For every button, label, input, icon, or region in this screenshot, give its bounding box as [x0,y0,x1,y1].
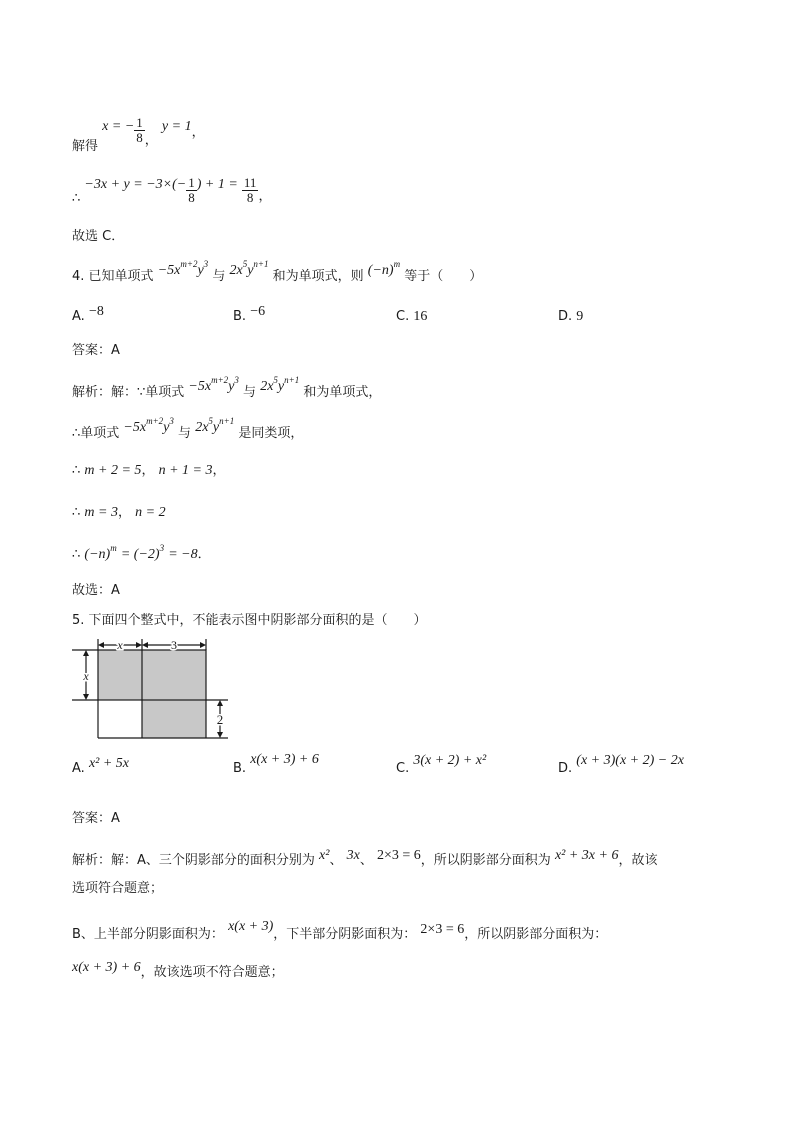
q4-stem: 4. 已知单项式 $-5x^{m+2}y^3$ 与 $2x^5y^{n+1}$ 和为单项式，则 $(-n)^m$ 等于（ ） [72,259,483,284]
q5-analysis-b-cont: x(x + 3) + 6，故该选项不符合题意； [72,960,284,980]
q4-option-c: C. 16 [396,309,428,324]
solved-line: 解得 x = − $\frac{1}{8}$ ， y = 1， [72,115,205,154]
q5-analysis-a-cont: 选项符合题意； [72,881,164,896]
q5-stem: 5. 下面四个整式中，不能表示图中阴影部分面积的是（ ） [72,613,427,628]
q5-option-d: D. (x + 3)(x + 2) − 2x [558,753,684,776]
q4-option-d: D. 9 [558,309,584,324]
q5-analysis-a: 解析：解：A、三个阴影部分的面积分别为 x²、 3x、 2×3 = 6，所以阴影部分面积为 x² + 3x + 6，故该 [72,848,658,868]
label-x-side: x [83,669,89,683]
label-3: 3 [171,638,177,652]
label-x-top: x [117,638,123,652]
solved-label: 解得 [72,139,99,154]
q4-mono2: $2x^5y^{n+1}$ [229,259,269,278]
shaded-top [98,650,206,700]
q5-option-a: A. x² + 5x [72,756,130,776]
q5-analysis-b: B、上半部分阴影面积为： x(x + 3)，下半部分阴影面积为： 2×3 = 6，所以阴影部分面积为： [72,919,608,942]
q4-analysis-line4: ∴ m = 3， n = 2 [72,505,166,520]
q4-choice: 故选：A [72,583,120,598]
q5-option-b: B. x(x + 3) + 6 [233,752,319,776]
label-2: 2 [216,712,224,727]
q4-analysis-line5: ∴ $(-n)^m = (-2)^3 = -8$． [72,543,211,562]
sol3-choice: 故选 C． [72,229,125,244]
q4-option-b: B. −6 [233,304,266,324]
expr-line: ∴ −3x + y = −3×(− $\frac{1}{8}$ ) + 1 = $\frac{11}{8}$ ， [72,175,272,206]
expr-fraction: $\frac{1}{8}$ [188,175,195,205]
therefore-symbol: ∴ [72,191,81,206]
q4-option-a: A. −8 [72,304,104,324]
q5-number: 5. [72,613,85,628]
q4-analysis-line3: ∴ m + 2 = 5， n + 1 = 3， [72,463,226,478]
expr-part1: −3x + y = −3×(− [84,177,187,192]
y-eq: y = 1 [161,119,192,134]
expr-part2: ) + 1 = [196,177,238,192]
q4-number: 4. [72,269,85,284]
q5-option-c: C. 3(x + 2) + x² [396,753,487,776]
x-fraction: $\frac{1}{8}$ [136,115,143,145]
q4-analysis-line2: ∴单项式 $-5x^{m+2}y^3$ 与 $2x^5y^{n+1}$ 是同类项， [72,416,304,441]
q4-analysis-line1: 解析：解：∵单项式 $-5x^{m+2}y^3$ 与 $2x^5y^{n+1}$ 和为单项式， [72,375,382,400]
q5-answer: 答案：A [72,811,120,826]
q4-power: $(-n)^m$ [367,259,401,278]
q5-figure [70,636,240,744]
x-eq: x = − [102,119,135,134]
result-fraction: $\frac{11}{8}$ [243,175,257,205]
q4-mono1: $-5x^{m+2}y^3$ [157,259,209,278]
shaded-bottom-right [142,700,206,738]
q4-answer: 答案：A [72,343,120,358]
